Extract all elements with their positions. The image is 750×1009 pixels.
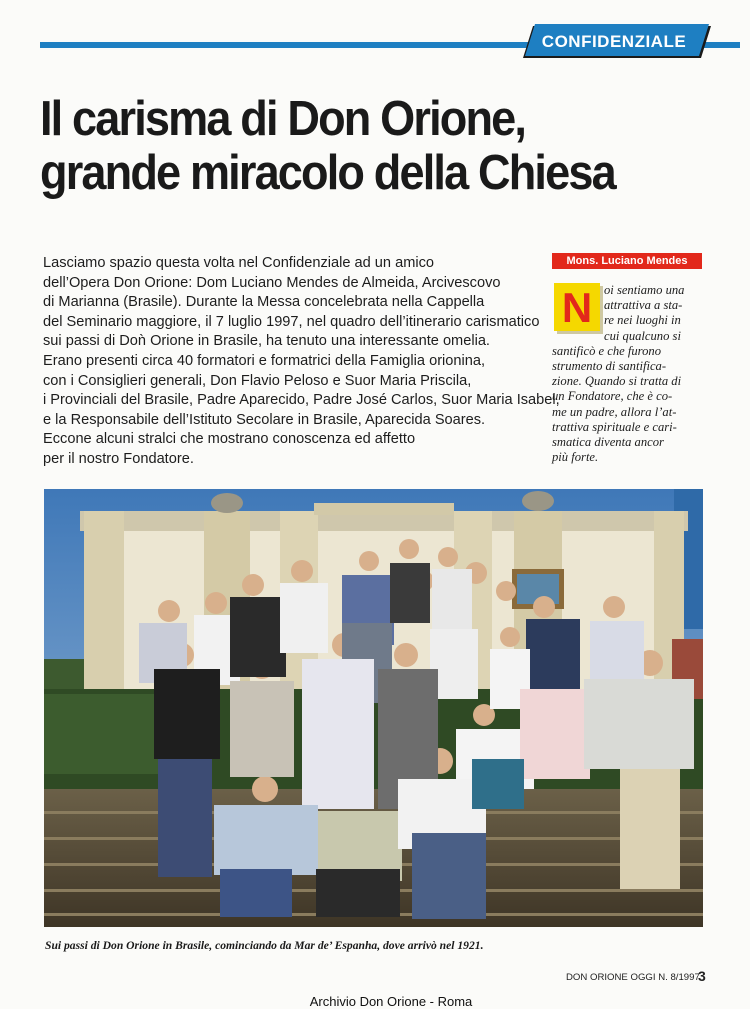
- quote-line: re nei luoghi in: [604, 313, 681, 328]
- intro-line: dell’Opera Don Orione: Dom Luciano Mendes de Almeida, Arcivescovo: [43, 274, 501, 291]
- intro-line: per il nostro Fondatore.: [43, 450, 194, 467]
- quote-line: smatica diventa ancor: [552, 435, 664, 450]
- quote-line: un Fondatore, che è co-: [552, 389, 673, 404]
- section-tag: [523, 24, 713, 60]
- intro-line: sui passi di Doǹ Orione in Brasile, ha tenuto una interessante omelia.: [43, 333, 490, 350]
- intro-line: di Marianna (Brasile). Durante la Messa concelebrata nella Cappella: [43, 294, 485, 311]
- intro-line: del Seminario maggiore, il 7 luglio 1997, nel quadro dell’itinerario carismatico: [43, 313, 540, 330]
- intro-line: i Provinciali del Brasile, Padre Aparecido, Padre José Carlos, Suor Maria Isabel,: [43, 392, 560, 409]
- article-title: [40, 92, 647, 200]
- intro-line: Erano presenti circa 40 formatori e formatrici della Famiglia orionina,: [43, 352, 486, 369]
- intro-line: e la Responsabile dell’Istituto Secolare in Brasile, Aparecida Soares.: [43, 411, 486, 428]
- quote-line: santificò e che furono: [552, 343, 662, 358]
- issue-label: DON ORIONE OGGI N. 8/1997: [566, 972, 700, 983]
- intro-line: Eccone alcuni stralci che mostrano conoscenza ed affetto: [43, 431, 416, 448]
- archive-label: Archivio Don Orione - Roma: [309, 994, 473, 1009]
- section-label: CONFIDENZIALE: [541, 32, 687, 51]
- intro-line: con i Consiglieri generali, Don Flavio Peloso e Suor Maria Priscila,: [43, 372, 472, 389]
- intro-paragraph: [43, 254, 560, 470]
- author-byline: Mons. Luciano Mendes: [552, 253, 702, 269]
- quote-line: attrattiva a sta-: [604, 298, 683, 313]
- quote-line: strumento di santifica-: [552, 359, 667, 374]
- title-line: grande miracolo della Chiesa: [40, 146, 615, 200]
- dropcap-letter: N: [561, 284, 593, 331]
- group-photo-illustration: [44, 489, 703, 927]
- title-line: Il carisma di Don Orione,: [40, 92, 526, 146]
- quote-line: cui qualcuno si: [604, 328, 681, 343]
- pull-quote: [552, 283, 704, 465]
- quote-line: zione. Quando si tratta di: [552, 374, 682, 389]
- quote-line: trattiva spirituale e cari-: [552, 419, 677, 434]
- photo-caption: Sui passi di Don Orione in Brasile, cominciando da Mar de’ Espanha, dove arrivò nel 1921.: [45, 939, 484, 952]
- quote-line: più forte.: [552, 450, 599, 465]
- page-number: 3: [698, 968, 706, 984]
- group-photo: [44, 489, 703, 927]
- quote-line: oi sentiamo una: [604, 283, 685, 297]
- quote-line: me un padre, allora l’at-: [552, 404, 677, 419]
- intro-line: Lasciamo spazio questa volta nel Confidenziale ad un amico: [43, 255, 435, 271]
